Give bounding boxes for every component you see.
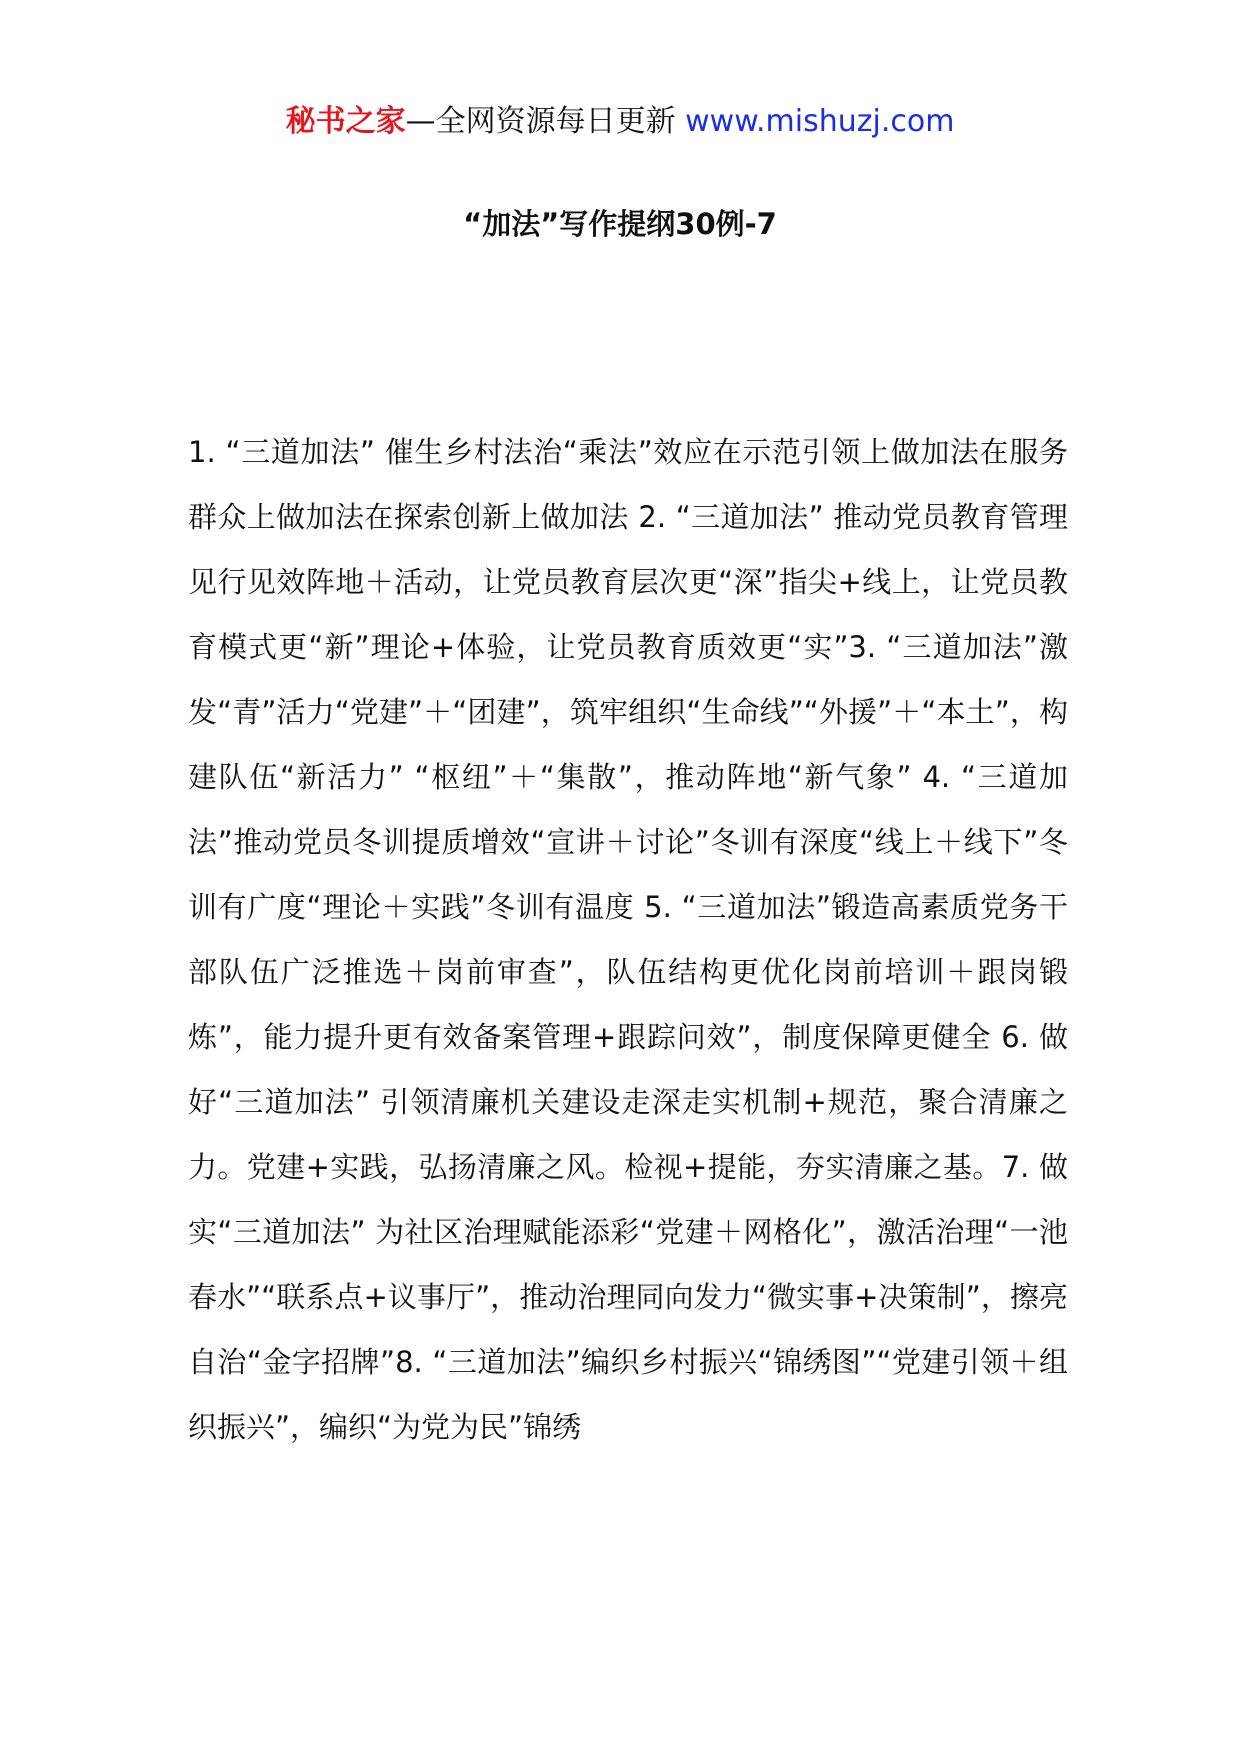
brand-name: 秘书之家 [285,104,406,139]
site-url-link[interactable]: www.mishuzj.com [685,104,955,139]
document-title: “加法”写作提纲30例-7 [463,207,777,241]
document-body: 1. “三道加法” 催生乡村法治“乘法”效应在示范引领上做加法在服务群众上做加法在探索创新上做加法 2. “三道加法” 推动党员教育管理见行见效阵地＋活动，让党员教育层次更“深”指尖+线上，让党员教育模式更“新”理论+体验，让党员教育质效更“实”3. “三道加法”激发“青”活力“党建”＋“团建”，筑牢组织“生命线”“外援”＋“本土”，构建队伍“新活力” “枢纽”＋“集散”，推动阵地“新气象” 4. “三道加法”推动党员冬训提质增效“宣讲＋讨论”冬训有深度“线上＋线下”冬训有广度“理论＋实践”冬训有温度 5. “三道加法”锻造高素质党务干部队伍广泛推选＋岗前审查”，队伍结构更优化岗前培训＋跟岗锻炼”，能力提升更有效备案管理+跟踪问效”，制度保障更健全 6. 做好“三道加法” 引领清廉机关建设走深走实机制+规范，聚合清廉之力。党建+实践，弘扬清廉之风。检视+提能，夯实清廉之基。7. 做实“三道加法” 为社区治理赋能添彩“党建＋网格化”，激活治理“一池春水”“联系点+议事厅”，推动治理同向发力“微实事+决策制”，擦亮自治“金字招牌”8. “三道加法”编织乡村振兴“锦绣图”“党建引领＋组织振兴”，编织“为党为民”锦绣 [188,435,1068,1444]
header-tagline: —全网资源每日更新 [405,104,676,139]
site-header [0,100,1240,144]
